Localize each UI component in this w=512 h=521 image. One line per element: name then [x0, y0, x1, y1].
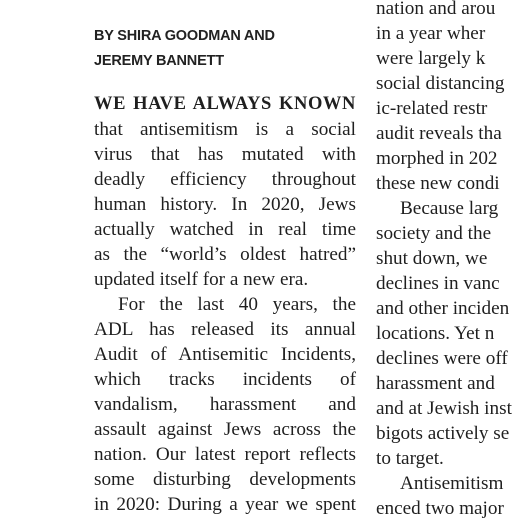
text-line: in a year wher — [376, 23, 486, 44]
text-line: were largely k — [376, 48, 486, 69]
text-line: Because larg — [400, 198, 499, 219]
text-line: nation and arou — [376, 0, 496, 19]
text-line: vandalism, harassment and — [94, 394, 356, 415]
text-line: declines in vanc — [376, 273, 500, 294]
article-column-right — [376, 0, 512, 521]
lead-in-caps: WE HAVE ALWAYS KNOWN — [94, 94, 356, 114]
text-line: virus that has mutated with — [94, 144, 356, 165]
text-line: updated itself for a new era. — [94, 269, 309, 290]
text-line: that antisemitism is a social — [94, 119, 356, 140]
article-column-left — [94, 92, 356, 517]
text-line: and other inciden — [376, 298, 510, 319]
text-line: which tracks incidents of — [94, 369, 356, 390]
text-line: society and the — [376, 223, 492, 244]
text-line: locations. Yet n — [376, 323, 495, 344]
text-line: For the last 40 years, the — [118, 294, 356, 315]
text-line: audit reveals tha — [376, 123, 502, 144]
text-line: social distancing — [376, 73, 505, 94]
text-line: deadly efficiency throughout — [94, 169, 356, 190]
text-line: nation. Our latest report reflects — [94, 444, 356, 465]
text-line: human history. In 2020, Jews — [94, 194, 356, 215]
text-line: Antisemitism — [400, 473, 504, 494]
text-line: actually watched in real time — [94, 219, 356, 240]
text-line: assault against Jews across the — [94, 419, 356, 440]
text-line: to target. — [376, 448, 444, 469]
text-line: bigots actively se — [376, 423, 510, 444]
text-line: these new condi — [376, 173, 500, 194]
text-line: ADL has released its annual — [94, 319, 356, 340]
byline — [94, 24, 354, 74]
text-line: in 2020: During a year we spent — [94, 494, 356, 515]
text-line: harassment and — [376, 373, 495, 394]
byline-line-1: BY SHIRA GOODMAN AND — [94, 28, 275, 44]
text-line: declines were off — [376, 348, 508, 369]
text-line: some disturbing developments — [94, 469, 356, 490]
text-line: morphed in 202 — [376, 148, 498, 169]
byline-line-2: JEREMY BANNETT — [94, 53, 224, 69]
text-line: enced two major — [376, 498, 504, 519]
text-line: ic-related restr — [376, 98, 488, 119]
text-line: Audit of Antisemitic Incidents, — [94, 344, 356, 365]
text-line: shut down, we — [376, 248, 488, 269]
text-line: as the “world’s oldest hatred” — [94, 244, 356, 265]
text-line: and at Jewish inst — [376, 398, 512, 419]
